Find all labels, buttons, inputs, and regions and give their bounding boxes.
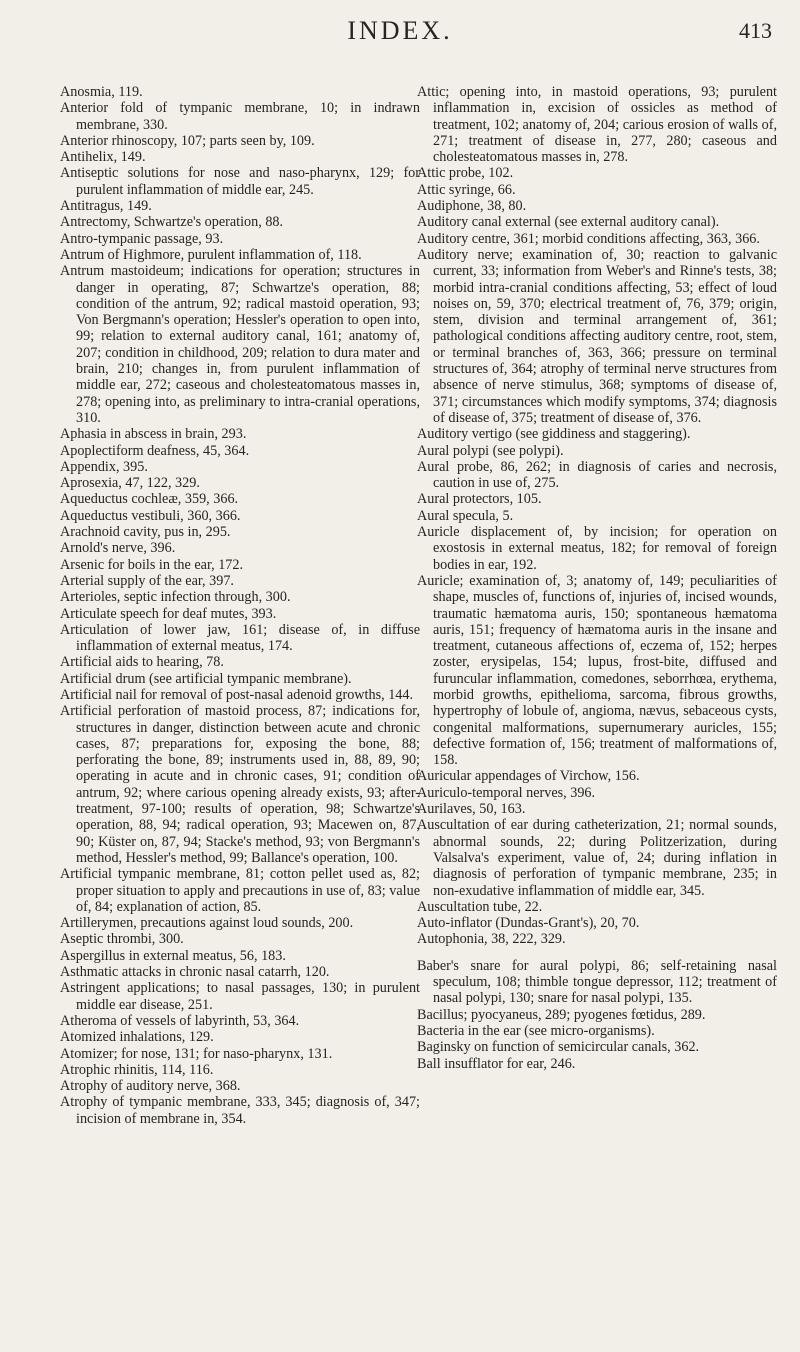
index-entry: Aseptic thrombi, 300. [60, 931, 184, 948]
page-header [0, 14, 800, 48]
right-column [417, 84, 777, 1072]
index-entry: Antro-tympanic passage, 93. [60, 230, 224, 247]
index-entry: Antitragus, 149. [60, 198, 152, 215]
index-entry: Auditory centre, 361; morbid conditions affecting, 363, 366. [417, 230, 760, 247]
index-entry: Articulation of lower jaw, 161; disease of, in diffuse inflammation of external meatus, 174. [60, 621, 420, 655]
index-entry: Aprosexia, 47, 122, 329. [60, 475, 200, 492]
index-entry: Ball insufflator for ear, 246. [417, 1055, 576, 1072]
index-entry: Auricle displacement of, by incision; for operation on exostosis in external meatus, 182; for removal of foreign bodies in ear, 192. [417, 524, 777, 573]
index-entry: Aqueductus vestibuli, 360, 366. [60, 507, 241, 524]
index-entry: Appendix, 395. [60, 458, 148, 475]
index-entry: Arnold's nerve, 396. [60, 540, 176, 557]
index-entry: Anosmia, 119. [60, 84, 143, 100]
index-entry: Aural polypi (see polypi). [417, 442, 564, 459]
index-entry: Apoplectiform deafness, 45, 364. [60, 442, 250, 459]
index-entry: Artificial tympanic membrane, 81; cotton pellet used as, 82; proper situation to apply and precautions in use of, 83; value of, 84; explanation of action, 85. [60, 866, 420, 915]
index-entry: Aural protectors, 105. [417, 491, 542, 508]
index-entry: Atomized inhalations, 129. [60, 1029, 214, 1046]
index-entry: Aural probe, 86, 262; in diagnosis of caries and necrosis, caution in use of, 275. [417, 458, 777, 492]
index-entry: Auricle; examination of, 3; anatomy of, 149; peculiarities of shape, muscles of, functions of, injuries of, incised wounds, traumatic hæmatoma auris, 150; spontaneous hæmatoma auris, 151; frequency of hæmatoma auris in the insane and treatment, cutaneous affections of, eczema of, 152; herpes zoster, erysipelas, 154; lupus, frost-bite, diffused and furuncular inflammation, comedones, seborrhœa, erythema, morbid growths, epithelioma, sarcoma, fibrous growths, hypertrophy of lobule of, angioma, nævus, sebaceous cysts, congenital malformations, supernumerary auricles, 155; defective formation of, 156; treatment of malformations of, 158. [417, 572, 777, 769]
index-entry: Attic probe, 102. [417, 165, 514, 182]
index-entry: Artificial nail for removal of post-nasal adenoid growths, 144. [60, 686, 414, 703]
index-entry: Artillerymen, precautions against loud sounds, 200. [60, 915, 354, 932]
index-entry: Auditory nerve; examination of, 30; reaction to galvanic current, 33; information from Weber's and Rinne's tests, 38; morbid intra-cranial conditions affecting, 53; effect of loud noises on, 59, 370; electrical treatment of, 76, 379; origin, stem, division and terminal arrangement of, 361; pathological conditions affecting auditory centre, root, stem, or terminal branches of, 363, 366; pressure on terminal structures of, 364; atrophy of terminal nerve structures from absence of nerve stimulus, 368; symptoms of disease of, 371; circumstances which modify symptoms, 374; diagnosis of disease of, 375; treatment of disease of, 376. [417, 246, 777, 426]
index-entry: Antrum mastoideum; indications for operation; structures in danger in operating, 87; Schwartze's operation, 88; condition of the antrum, 92; radical mastoid operation, 93; Von Bergmann's operation; Hessler's operation to open into, 99; relation to external auditory canal, 161; anatomy of, 207; condition in childhood, 209; relation to dura mater and brain, 210; changes in, from purulent inflammation of middle ear, 272; caseous and cholesteatomatous masses in, 278; opening into, as preliminary to intra-cranial operations, 310. [60, 263, 420, 426]
index-entry: Anterior rhinoscopy, 107; parts seen by, 109. [60, 132, 315, 149]
index-entry: Arsenic for boils in the ear, 172. [60, 556, 244, 573]
index-entry: Auscultation of ear during catheterization, 21; normal sounds, abnormal sounds, 22; during Politzerization, during Valsalva's experiment, value of, 24; during inflation in diagnosis of perforation of tympanic membrane, 235; in non-exudative inflammation of middle ear, 345. [417, 817, 777, 899]
index-entry: Antrum of Highmore, purulent inflammation of, 118. [60, 246, 362, 263]
index-entry: Attic; opening into, in mastoid operations, 93; purulent inflammation in, excision of ossicles as method of treatment, 102; anatomy of, 204; carious erosion of walls of, 271; treatment of disease in, 277, 280; caseous and cholesteatomatous masses in, 278. [417, 84, 777, 166]
index-entry: Aurilaves, 50, 163. [417, 801, 526, 818]
index-entry: Aphasia in abscess in brain, 293. [60, 426, 247, 443]
index-entry: Artificial drum (see artificial tympanic membrane). [60, 670, 352, 687]
index-entry: Aspergillus in external meatus, 56, 183. [60, 947, 286, 964]
index-entry: Bacteria in the ear (see micro-organisms). [417, 1022, 655, 1039]
index-entry: Baginsky on function of semicircular canals, 362. [417, 1039, 700, 1056]
index-entry: Atrophy of auditory nerve, 368. [60, 1078, 241, 1095]
index-entry: Antihelix, 149. [60, 149, 146, 166]
index-entry: Aural specula, 5. [417, 507, 514, 524]
index-entry: Atrophy of tympanic membrane, 333, 345; diagnosis of, 347; incision of membrane in, 354. [60, 1094, 420, 1127]
index-entry: Arachnoid cavity, pus in, 295. [60, 524, 231, 541]
index-entry: Antiseptic solutions for nose and naso-pharynx, 129; for purulent inflammation of middle ear, 245. [60, 165, 420, 198]
index-entry: Arterial supply of the ear, 397. [60, 572, 234, 589]
index-entry: Articulate speech for deaf mutes, 393. [60, 605, 277, 622]
index-entry: Artificial aids to hearing, 78. [60, 654, 224, 671]
index-entry: Auscultation tube, 22. [417, 898, 543, 915]
index-entry: Anterior fold of tympanic membrane, 10; in indrawn membrane, 330. [60, 100, 420, 133]
index-entry: Autophonia, 38, 222, 329. [417, 931, 566, 948]
page-number: 413 [739, 18, 772, 43]
index-entry: Arterioles, septic infection through, 300. [60, 589, 291, 606]
index-entry: Atrophic rhinitis, 114, 116. [60, 1061, 214, 1078]
index-entry: Asthmatic attacks in chronic nasal catarrh, 120. [60, 964, 330, 981]
index-entry: Auto-inflator (Dundas-Grant's), 20, 70. [417, 915, 640, 932]
index-entry: Auriculo-temporal nerves, 396. [417, 784, 596, 801]
index-entry: Atomizer; for nose, 131; for naso-pharynx, 131. [60, 1045, 333, 1062]
index-entry: Audiphone, 38, 80. [417, 198, 527, 215]
index-entry: Auricular appendages of Virchow, 156. [417, 768, 640, 785]
index-entry: Astringent applications; to nasal passages, 130; in purulent middle ear disease, 251. [60, 980, 420, 1013]
index-entry: Antrectomy, Schwartze's operation, 88. [60, 214, 284, 231]
index-entry: Baber's snare for aural polypi, 86; self-retaining nasal speculum, 108; thimble tongue depressor, 112; treatment of nasal polypi, 130; snare for nasal polypi, 135. [417, 957, 777, 1007]
index-entry: Auditory canal external (see external auditory canal). [417, 214, 720, 231]
index-entry: Bacillus; pyocyaneus, 289; pyogenes fœtidus, 289. [417, 1006, 706, 1023]
index-entry: Artificial perforation of mastoid process, 87; indications for, structures in danger, distinction between acute and chronic cases, 87; preparations for, exposing the bone, 88; perforating the bone, 89; instruments used in, 88, 89, 90; operating in acute and in chronic cases, 91; condition of antrum, 92; where carious opening already exists, 93; after-treatment, 97-100; results of operation, 98; Schwartze's operation, 88, 94; radical operation, 93; Macewen on, 87, 90; Küster on, 87, 94; Stacke's method, 93; von Bergmann's method, Hessler's method, 99; Ballance's operation, 100. [60, 703, 420, 866]
index-entry: Attic syringe, 66. [417, 181, 516, 198]
left-column [60, 84, 420, 1127]
page-title: INDEX. [347, 16, 453, 45]
index-entry: Atheroma of vessels of labyrinth, 53, 364. [60, 1012, 300, 1029]
index-entry: Aqueductus cochleæ, 359, 366. [60, 491, 239, 508]
index-entry: Auditory vertigo (see giddiness and staggering). [417, 426, 691, 443]
